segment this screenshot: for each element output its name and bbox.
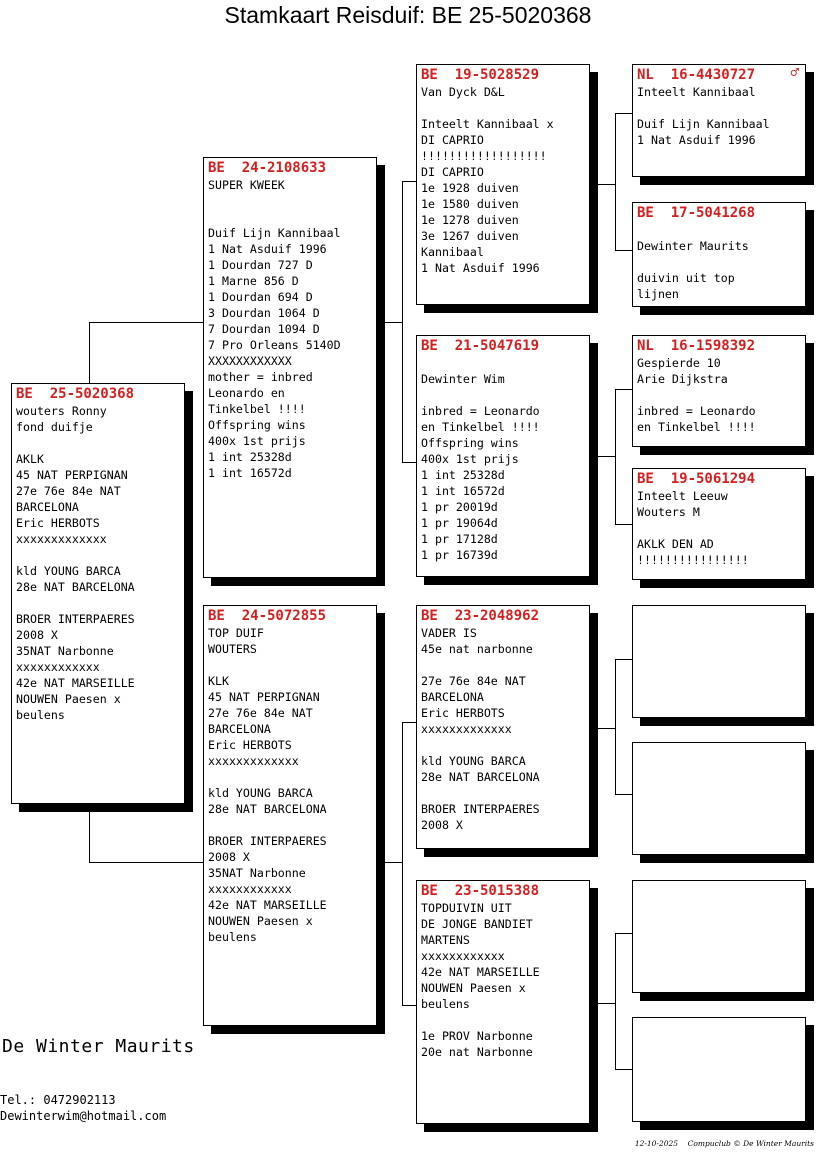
footer-credit: 12-10-2025 Compuclub © De Winter Maurits — [634, 1139, 814, 1148]
pigeon-notes: SUPER KWEEK Duif Lijn Kannibaal 1 Nat Asduif 1996 1 Dourdan 727 D 1 Marne 856 D 1 Dourdan 694 D 3 Dourdan 1064 D 7 Dourdan 1094 D 7 Pro Orleans 5140D XXXXXXXXXXXX mother = inbred Leonardo en Tinkelbel !!!! Offspring wins 400x 1st prijs 1 int 25328d 1 int 16572d — [208, 178, 341, 480]
pigeon-notes: Van Dyck D&L Inteelt Kannibaal x DI CAPRIO !!!!!!!!!!!!!!!!!! DI CAPRIO 1e 1928 duiven 1e 1580 duiven 1e 1278 duiven 3e 1267 duiven Kannibaal 1 Nat Asduif 1996 — [421, 85, 554, 275]
connector-line — [597, 1003, 615, 1004]
connector-line — [89, 862, 204, 863]
ring-number: BE 24-2108633 — [208, 160, 327, 176]
pigeon-card-mother — [203, 605, 377, 1026]
ring-number: BE 17-5041268 — [637, 205, 756, 221]
connector-line — [597, 728, 615, 729]
pigeon-notes: TOPDUIVIN UIT DE JONGE BANDIET MARTENS xxxxxxxxxxxx 42e NAT MARSEILLE NOUWEN Paesen x beulens 1e PROV Narbonne 20e nat Narbonne — [421, 901, 540, 1059]
connector-line — [615, 933, 633, 934]
connector-line — [615, 659, 616, 794]
pigeon-card-ff-mother — [632, 202, 806, 307]
connector-line — [384, 322, 402, 323]
pigeon-card-empty — [632, 1017, 806, 1122]
ring-number: BE 19-5061294 — [637, 471, 756, 487]
ring-number: BE 23-5015388 — [421, 883, 540, 899]
pigeon-notes: Dewinter Wim inbred = Leonardo en Tinkelbel !!!! Offspring wins 400x 1st prijs 1 int 25328d 1 int 16572d 1 pr 20019d 1 pr 19064d 1 pr 17128d 1 pr 16739d — [421, 372, 540, 562]
pigeon-card-mother-mother — [416, 880, 590, 1124]
ring-number: BE 25-5020368 — [16, 386, 135, 402]
ring-number: BE 19-5028529 — [421, 67, 540, 83]
connector-line — [402, 462, 417, 463]
pigeon-card-fm-father — [632, 335, 806, 447]
contact-info: Tel.: 0472902113 Dewinterwim@hotmail.com — [0, 1093, 167, 1123]
pigeon-card-ff-father — [632, 64, 806, 177]
connector-line — [384, 862, 402, 863]
connector-line — [615, 389, 633, 390]
connector-line — [615, 250, 633, 251]
connector-line — [402, 181, 417, 182]
connector-line — [615, 524, 633, 525]
pigeon-card-empty — [632, 605, 806, 718]
connector-line — [615, 659, 633, 660]
pigeon-notes: Inteelt Leeuw Wouters M AKLK DEN AD !!!!!!!!!!!!!!!! — [637, 489, 749, 567]
male-symbol-icon: ♂ — [790, 65, 799, 81]
connector-line — [89, 322, 204, 323]
connector-line — [615, 933, 616, 1069]
pigeon-notes: wouters Ronny fond duifje AKLK 45 NAT PERPIGNAN 27e 76e 84e NAT BARCELONA Eric HERBOTS xxxxxxxxxxxxx kld YOUNG BARCA 28e NAT BARCELONA BROER INTERPAERES 2008 X 35NAT Narbonne xxxxxxxxxxxx 42e NAT MARSEILLE NOUWEN Paesen x beulens — [16, 404, 135, 722]
page-title: Stamkaart Reisduif: BE 25-5020368 — [224, 2, 592, 28]
connector-line — [402, 181, 403, 463]
pigeon-card-fm-mother — [632, 468, 806, 580]
connector-line — [615, 113, 616, 250]
connector-line — [402, 722, 417, 723]
connector-line — [615, 389, 616, 524]
pigeon-notes: Dewinter Maurits duivin uit top lijnen — [637, 239, 749, 301]
pigeon-notes: VADER IS 45e nat narbonne 27e 76e 84e NAT BARCELONA Eric HERBOTS xxxxxxxxxxxxx kld YOUNG BARCA 28e NAT BARCELONA BROER INTERPAERES 2008 X — [421, 626, 540, 832]
connector-line — [597, 456, 615, 457]
ring-number: NL 16-4430727 — [637, 67, 756, 83]
connector-line — [615, 113, 633, 114]
pigeon-card-father-mother — [416, 335, 590, 577]
connector-line — [615, 794, 633, 795]
pigeon-notes: Inteelt Kannibaal Duif Lijn Kannibaal 1 Nat Asduif 1996 — [637, 85, 770, 147]
connector-line — [89, 810, 90, 862]
connector-line — [89, 322, 90, 384]
pigeon-card-father — [203, 157, 377, 578]
connector-line — [597, 184, 615, 185]
pigeon-card-subject — [11, 383, 185, 804]
connector-line — [615, 1069, 633, 1070]
ring-number: NL 16-1598392 — [637, 338, 756, 354]
ring-number: BE 21-5047619 — [421, 338, 540, 354]
ring-number: BE 23-2048962 — [421, 608, 540, 624]
connector-line — [402, 1005, 417, 1006]
pigeon-notes: Gespierde 10 Arie Dijkstra inbred = Leonardo en Tinkelbel !!!! — [637, 356, 756, 434]
pigeon-card-empty — [632, 880, 806, 993]
pigeon-card-mother-father — [416, 605, 590, 849]
connector-line — [402, 722, 403, 1006]
owner-name: De Winter Maurits — [2, 1036, 195, 1057]
pigeon-card-empty — [632, 742, 806, 855]
ring-number: BE 24-5072855 — [208, 608, 327, 624]
pigeon-notes: TOP DUIF WOUTERS KLK 45 NAT PERPIGNAN 27e 76e 84e NAT BARCELONA Eric HERBOTS xxxxxxxxxxxxx kld YOUNG BARCA 28e NAT BARCELONA BROER INTERPAERES 2008 X 35NAT Narbonne xxxxxxxxxxxx 42e NAT MARSEILLE NOUWEN Paesen x beulens — [208, 626, 327, 944]
pigeon-card-father-father — [416, 64, 590, 305]
